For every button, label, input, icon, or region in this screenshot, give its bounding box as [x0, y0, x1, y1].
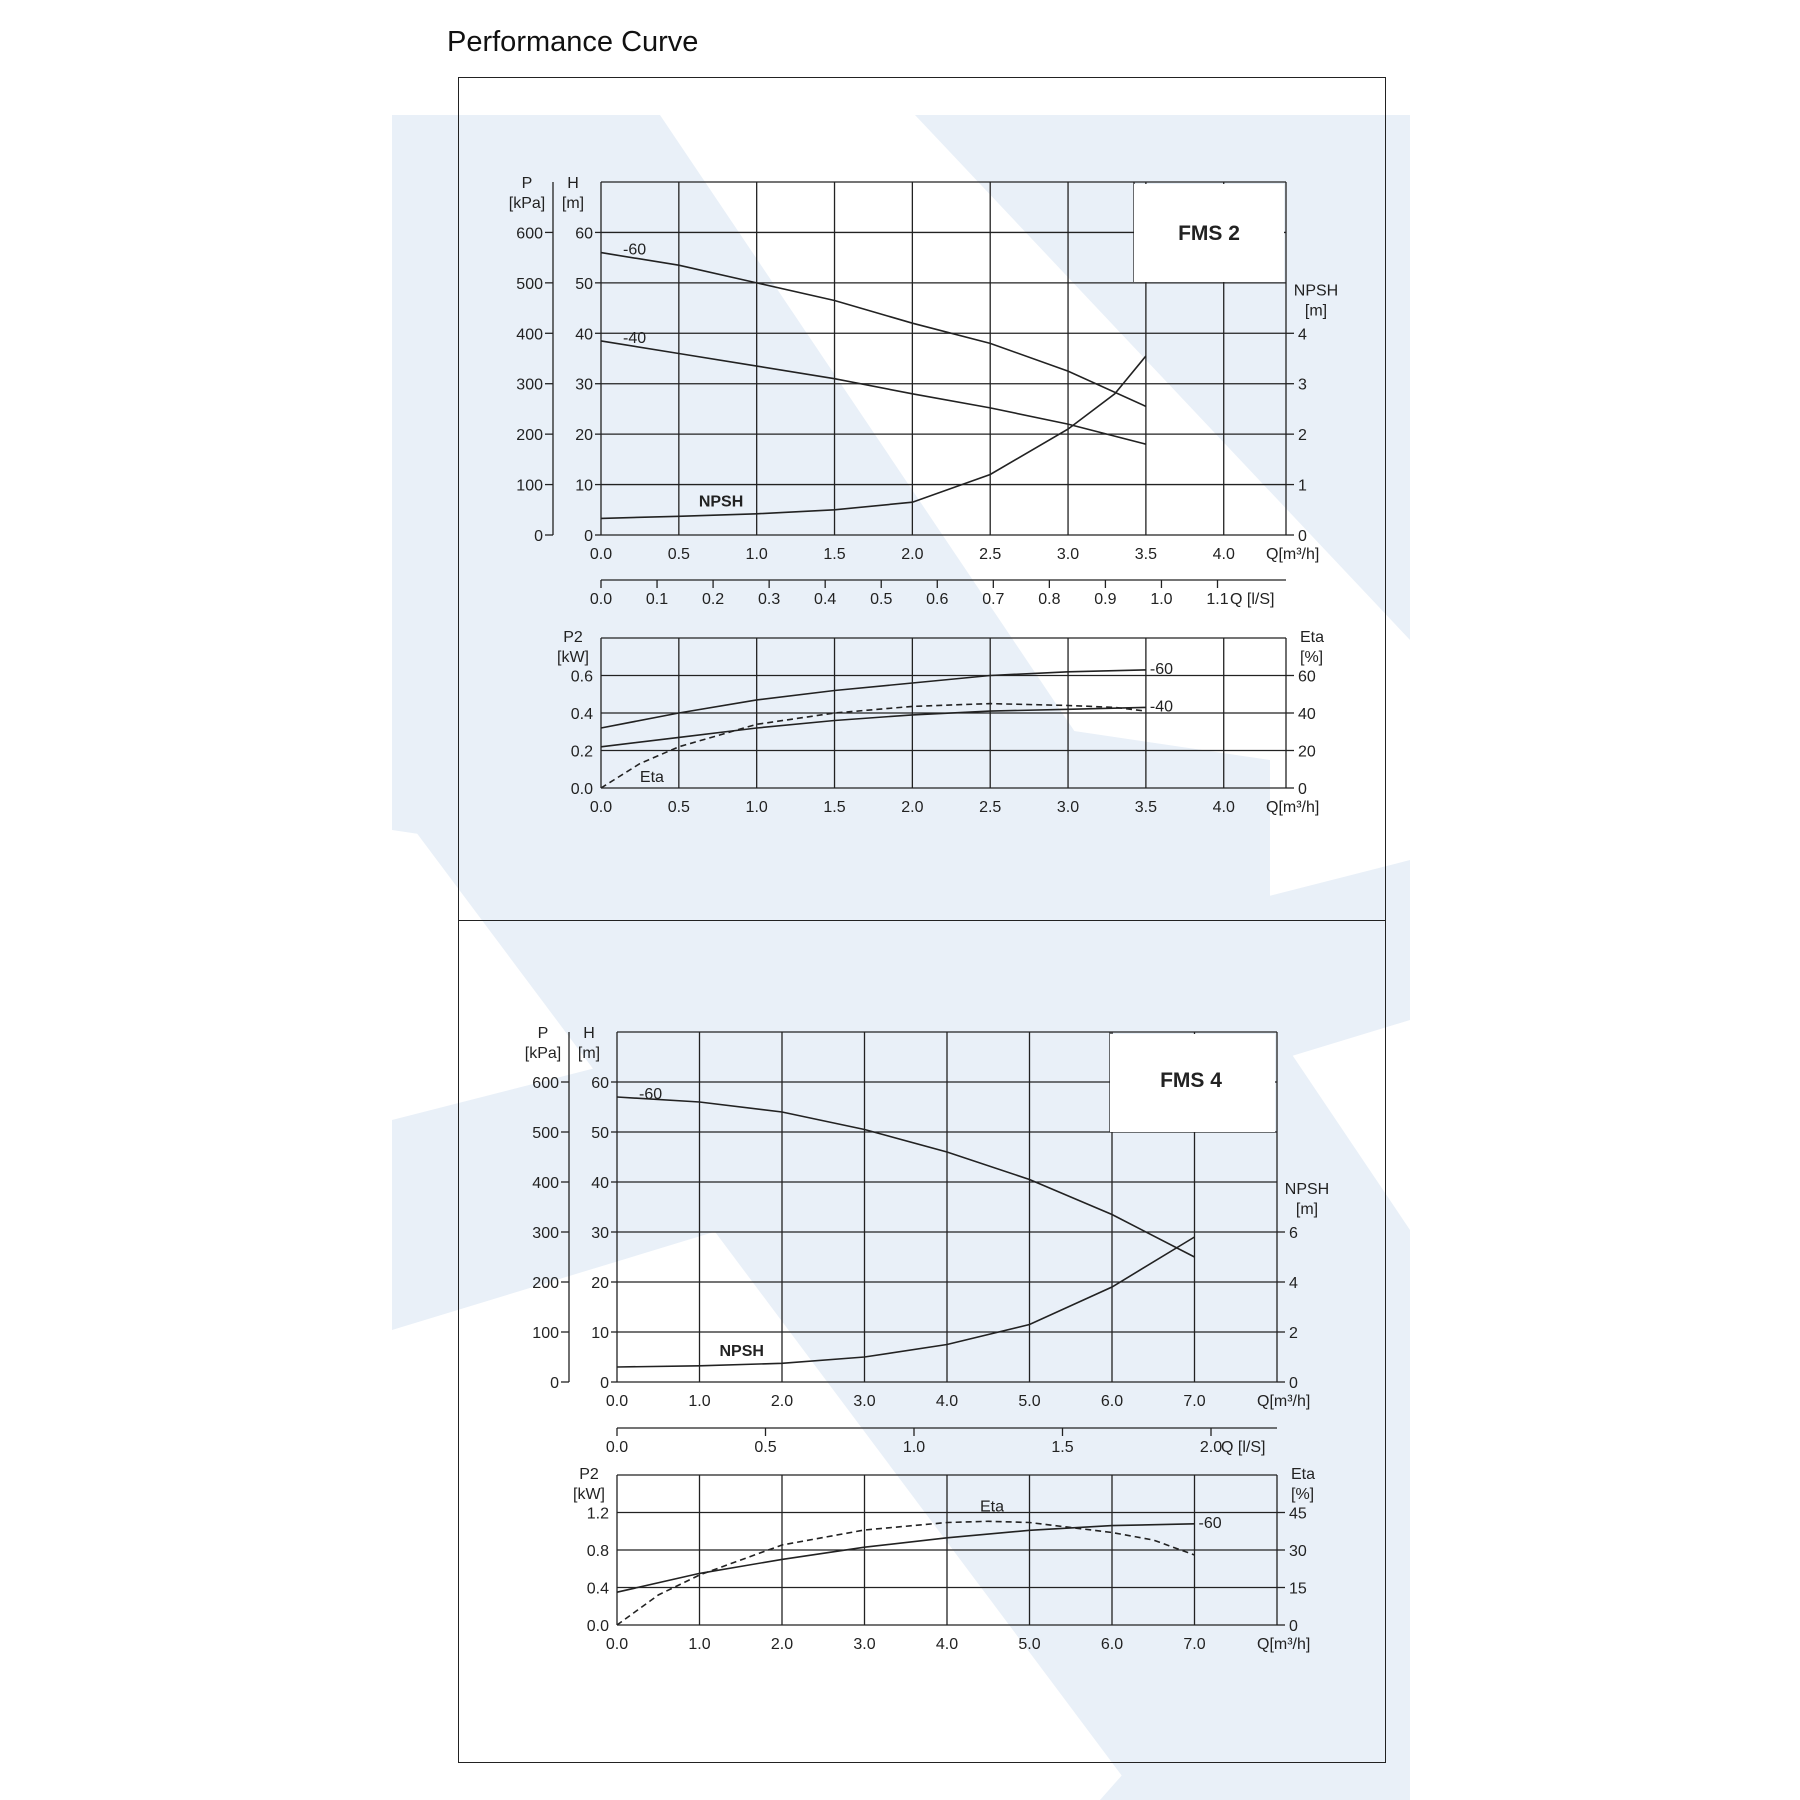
series-line-eta — [617, 1521, 1195, 1625]
axis-label-h: H — [583, 1025, 595, 1042]
tick-label-ls: 1.0 — [1150, 591, 1173, 608]
tick-label-q: 1.5 — [823, 799, 846, 816]
axis-label-npsh: NPSH — [1284, 1181, 1330, 1198]
tick-label-ls: 2.0 — [1199, 1439, 1223, 1456]
tick-label-q: 0.5 — [667, 546, 690, 563]
tick-label-h: 30 — [591, 1225, 609, 1242]
tick-label-q: 2.0 — [901, 799, 924, 816]
axis-unit-q: Q[m³/h] — [1266, 799, 1320, 816]
tick-label-h: 30 — [575, 376, 593, 394]
axis-unit-p: [kPa] — [508, 195, 546, 212]
tick-label-h: 40 — [591, 1175, 609, 1192]
tick-label-q: 2.0 — [770, 1393, 794, 1410]
tick-label-ls: 0.3 — [758, 591, 781, 608]
tick-label-q: 1.0 — [745, 546, 768, 563]
axis-unit-npsh: [m] — [1304, 302, 1328, 320]
tick-label-p: 100 — [516, 477, 543, 495]
series-line-minus40 — [601, 341, 1146, 444]
tick-label-q: 2.0 — [901, 546, 924, 563]
tick-label-q: 3.0 — [1056, 799, 1080, 816]
tick-label-p: 600 — [532, 1075, 559, 1092]
tick-label-p: 300 — [516, 376, 543, 394]
tick-label-q: 1.5 — [823, 546, 846, 563]
chart-fms-4 — [525, 1025, 1329, 1653]
tick-label-q: 2.5 — [979, 546, 1002, 563]
tick-label-eta: 20 — [1298, 743, 1316, 761]
tick-label-q: 5.0 — [1018, 1393, 1041, 1410]
tick-label-p2: 0.4 — [570, 706, 593, 723]
series-label-power: -40 — [1149, 698, 1174, 716]
tick-label-q: 1.0 — [688, 1393, 711, 1410]
axis-unit-p2: [kW] — [573, 1486, 605, 1503]
tick-label-h: 0 — [600, 1375, 609, 1392]
tick-label-q: 4.0 — [935, 1393, 959, 1410]
axis-label-h: H — [567, 175, 579, 192]
tick-label-q: 4.0 — [935, 1636, 959, 1653]
axis-label-p: P — [537, 1025, 549, 1042]
tick-label-p: 400 — [532, 1175, 559, 1192]
axis-label-p2: P2 — [563, 629, 583, 646]
axis-unit-eta: [%] — [1300, 649, 1324, 666]
series-line-minus60 — [617, 1097, 1195, 1257]
tick-label-q: 3.5 — [1134, 546, 1158, 563]
tick-label-q: 0.0 — [605, 1636, 629, 1653]
tick-label-ls: 0.9 — [1094, 591, 1117, 608]
tick-label-p: 100 — [532, 1325, 559, 1342]
tick-label-p: 300 — [532, 1225, 559, 1242]
tick-label-ls: 0.0 — [589, 591, 613, 608]
series-line-minus60 — [601, 670, 1146, 728]
tick-label-npsh: 6 — [1289, 1225, 1298, 1242]
tick-label-q: 5.0 — [1018, 1636, 1041, 1653]
tick-label-ls: 0.1 — [645, 591, 669, 608]
tick-label-npsh: 0 — [1289, 1375, 1298, 1392]
tick-label-p: 600 — [516, 225, 543, 243]
axis-label-p: P — [521, 175, 533, 192]
tick-label-eta: 30 — [1289, 1543, 1307, 1560]
tick-label-npsh: 2 — [1289, 1325, 1298, 1342]
tick-label-p: 200 — [516, 427, 543, 445]
tick-label-p2: 0.8 — [586, 1543, 609, 1560]
series-label-head: -60 — [623, 241, 647, 259]
tick-label-h: 20 — [591, 1275, 609, 1292]
tick-label-q: 0.0 — [589, 799, 613, 816]
tick-label-ls: 0.7 — [982, 591, 1005, 608]
tick-label-p: 200 — [532, 1275, 559, 1292]
model-label: FMS 2 — [1178, 222, 1240, 245]
axis-unit-h: [m] — [561, 195, 585, 212]
tick-label-eta: 45 — [1289, 1505, 1307, 1523]
axis-unit-eta: [%] — [1291, 1486, 1315, 1503]
tick-label-q: 4.0 — [1212, 546, 1235, 563]
axis-unit-q: Q[m³/h] — [1266, 546, 1320, 563]
tick-label-h: 10 — [575, 477, 593, 495]
axis-unit-ls: Q [l/S] — [1230, 591, 1275, 608]
tick-label-q: 0.5 — [667, 799, 690, 816]
tick-label-npsh: 0 — [1298, 528, 1307, 545]
tick-label-eta: 40 — [1298, 706, 1316, 723]
tick-label-npsh: 4 — [1289, 1275, 1298, 1292]
tick-label-h: 60 — [575, 225, 593, 243]
tick-label-q: 2.0 — [770, 1636, 794, 1653]
series-label-head: -60 — [639, 1086, 663, 1103]
tick-label-h: 10 — [591, 1325, 609, 1342]
tick-label-eta: 0 — [1298, 781, 1307, 798]
series-label-head: -40 — [623, 329, 647, 347]
tick-label-npsh: 3 — [1298, 376, 1307, 394]
power-grid — [617, 1475, 1277, 1625]
tick-label-p2: 0.2 — [570, 743, 593, 761]
tick-label-p: 400 — [516, 326, 543, 344]
tick-label-ls: 0.2 — [701, 591, 725, 608]
tick-label-q: 6.0 — [1100, 1393, 1124, 1410]
tick-label-q: 3.0 — [1056, 546, 1080, 563]
tick-label-q: 7.0 — [1183, 1393, 1206, 1410]
tick-label-p: 0 — [534, 528, 543, 545]
chart-fms-2 — [509, 175, 1338, 816]
tick-label-ls: 0.6 — [926, 591, 949, 608]
tick-label-p: 500 — [532, 1125, 559, 1142]
tick-label-h: 60 — [591, 1075, 609, 1092]
tick-label-p2: 0.0 — [570, 781, 593, 798]
tick-label-q: 7.0 — [1183, 1636, 1206, 1653]
tick-label-q: 0.0 — [589, 546, 613, 563]
tick-label-ls: 1.0 — [902, 1439, 926, 1456]
axis-label-p2: P2 — [579, 1466, 599, 1483]
series-line-minus60 — [617, 1524, 1195, 1592]
tick-label-ls: 0.0 — [605, 1439, 629, 1456]
axis-unit-q: Q[m³/h] — [1257, 1393, 1311, 1410]
series-label-eta: Eta — [980, 1498, 1005, 1516]
tick-label-ls: 0.4 — [814, 591, 837, 608]
axis-unit-q: Q[m³/h] — [1257, 1636, 1311, 1653]
axis-label-eta: Eta — [1291, 1466, 1316, 1483]
series-label-eta: Eta — [639, 769, 664, 786]
axis-label-eta: Eta — [1300, 629, 1325, 646]
tick-label-eta: 0 — [1289, 1618, 1298, 1635]
axis-unit-ls: Q [l/S] — [1221, 1439, 1266, 1456]
tick-label-npsh: 1 — [1298, 477, 1307, 495]
tick-label-h: 50 — [575, 275, 593, 293]
tick-label-p: 500 — [516, 275, 543, 293]
tick-label-q: 0.0 — [605, 1393, 629, 1410]
axis-unit-p2: [kW] — [557, 649, 589, 666]
tick-label-p2: 0.4 — [586, 1580, 609, 1598]
series-label-npsh: NPSH — [719, 1342, 764, 1360]
axis-unit-p: [kPa] — [524, 1045, 562, 1062]
tick-label-p2: 1.2 — [586, 1505, 609, 1523]
tick-label-p2: 0.0 — [586, 1618, 609, 1635]
tick-label-ls: 1.1 — [1206, 591, 1229, 608]
tick-label-q: 3.0 — [853, 1393, 876, 1410]
axis-label-npsh: NPSH — [1293, 282, 1339, 300]
tick-label-ls: 0.8 — [1038, 591, 1061, 608]
page-title: Performance Curve — [447, 26, 699, 58]
tick-label-h: 50 — [591, 1125, 609, 1142]
tick-label-npsh: 4 — [1298, 326, 1307, 344]
tick-label-q: 3.0 — [853, 1636, 876, 1653]
tick-label-ls: 0.5 — [870, 591, 893, 608]
tick-label-q: 4.0 — [1212, 799, 1235, 816]
tick-label-ls: 0.5 — [754, 1439, 777, 1456]
tick-label-q: 2.5 — [979, 799, 1002, 816]
series-label-npsh: NPSH — [698, 493, 744, 511]
series-line-npsh — [601, 356, 1146, 518]
tick-label-p2: 0.6 — [570, 668, 593, 686]
tick-label-h: 0 — [584, 528, 593, 545]
tick-label-q: 1.0 — [688, 1636, 711, 1653]
tick-label-p: 0 — [550, 1375, 559, 1392]
tick-label-q: 1.0 — [745, 799, 768, 816]
tick-label-q: 3.5 — [1134, 799, 1158, 816]
series-label-power: -60 — [1149, 660, 1174, 678]
series-line-eta — [601, 704, 1146, 788]
model-label: FMS 4 — [1160, 1069, 1222, 1092]
tick-label-q: 6.0 — [1100, 1636, 1124, 1653]
series-line-npsh — [617, 1237, 1195, 1367]
tick-label-npsh: 2 — [1298, 427, 1307, 445]
tick-label-eta: 15 — [1289, 1580, 1307, 1598]
series-label-power: -60 — [1198, 1514, 1222, 1532]
axis-unit-npsh: [m] — [1295, 1201, 1319, 1218]
axis-unit-h: [m] — [577, 1045, 601, 1062]
tick-label-h: 40 — [575, 326, 593, 344]
tick-label-h: 20 — [575, 427, 593, 445]
tick-label-ls: 1.5 — [1051, 1439, 1074, 1456]
tick-label-eta: 60 — [1298, 668, 1316, 686]
